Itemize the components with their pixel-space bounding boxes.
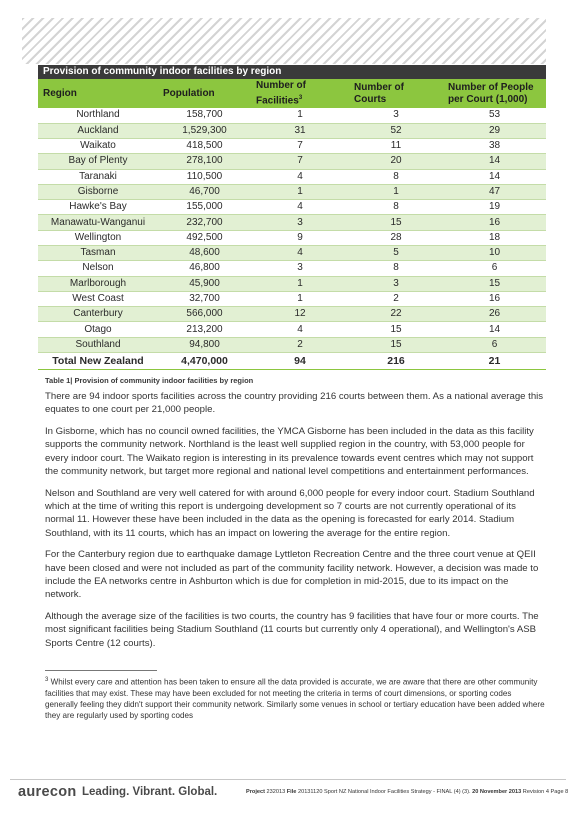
- cell-people-per-court: 15: [443, 276, 546, 291]
- paragraph: Although the average size of the facilities is two courts, the country has 9 facilities that have four or more courts. The most significant facilities being Stadium Southland (11 courts but currently only 4 operational), and Wellington's ASB Sports Centre (12 courts).: [45, 611, 539, 649]
- decorative-hatch-band: [22, 18, 546, 64]
- table-row: [38, 322, 546, 337]
- cell-people-per-court: 14: [443, 322, 546, 337]
- cell-region: Hawke's Bay: [38, 200, 158, 215]
- cell-population: 418,500: [158, 138, 251, 153]
- cell-people-per-court: 14: [443, 154, 546, 169]
- table-body: [38, 108, 546, 369]
- file-value: 20131120 Sport NZ National Indoor Facilities Strategy - FINAL (4) (3).: [297, 789, 471, 795]
- cell-facilities: 4: [251, 246, 349, 261]
- header-region: Region: [38, 79, 158, 108]
- cell-people-per-court: 18: [443, 230, 546, 245]
- cell-facilities: 1: [251, 291, 349, 306]
- cell-region: Marlborough: [38, 276, 158, 291]
- cell-courts: 1: [349, 184, 443, 199]
- cell-facilities: 7: [251, 138, 349, 153]
- file-label: File: [286, 789, 297, 795]
- cell-population: 1,529,300: [158, 123, 251, 138]
- cell-courts: 8: [349, 200, 443, 215]
- cell-people-per-court: 26: [443, 307, 546, 322]
- cell-people-per-court: 29: [443, 123, 546, 138]
- table-row: [38, 246, 546, 261]
- cell-region: Southland: [38, 337, 158, 352]
- cell-facilities: 1: [251, 108, 349, 123]
- table-row: [38, 138, 546, 153]
- cell-region: West Coast: [38, 291, 158, 306]
- cell-people-per-court: 10: [443, 246, 546, 261]
- cell-population: 46,700: [158, 184, 251, 199]
- cell-courts: 3: [349, 276, 443, 291]
- cell-people-per-court: 16: [443, 291, 546, 306]
- cell-population: 110,500: [158, 169, 251, 184]
- paragraph: In Gisborne, which has no council owned facilities, the YMCA Gisborne has been included in the data as this facility supports the community network. Northland is the least well supplied region in the country, with 53,000 people for every indoor court. The Waikato region is interesting in its prevalence towards event centres which may not support the community network, but target more regional and national level competitions and entertainment performances.: [45, 426, 534, 477]
- table-row: [38, 230, 546, 245]
- cell-facilities: 1: [251, 276, 349, 291]
- cell-total-courts: 216: [349, 353, 443, 370]
- table-row: [38, 123, 546, 138]
- body-text: [45, 390, 545, 659]
- cell-courts: 15: [349, 337, 443, 352]
- cell-population: 158,700: [158, 108, 251, 123]
- cell-people-per-court: 6: [443, 337, 546, 352]
- cell-population: 492,500: [158, 230, 251, 245]
- cell-population: 213,200: [158, 322, 251, 337]
- cell-region: Waikato: [38, 138, 158, 153]
- table-row: [38, 108, 546, 123]
- cell-region: Northland: [38, 108, 158, 123]
- table-caption: Table 1| Provision of community indoor facilities by region: [45, 376, 254, 385]
- paragraph: For the Canterbury region due to earthquake damage Lyttleton Recreation Centre and the three court venue at QEII have been closed and were not included as part of the community facility network. However, a decision was made to include the EA networks centre in Ashburton which is due for completion in mid-2015, due to its impact on the network.: [45, 549, 539, 601]
- facilities-table: [38, 79, 546, 370]
- paragraph: Nelson and Southland are very well catered for with around 6,000 people for every indoor court. Stadium Southland which at the time of writing this report is undergoing development so 7 courts are not currently operational of its normal 11. However these have been included in the data as the opening is forecasted for early 2014. Stadium Southland, with its 11 courts, which has an impact on lowering the average for the entire region.: [45, 487, 535, 539]
- cell-population: 566,000: [158, 307, 251, 322]
- cell-people-per-court: 38: [443, 138, 546, 153]
- cell-total-people-per-court: 21: [443, 353, 546, 370]
- footnote-marker: 3: [45, 677, 49, 683]
- footer-metadata: [246, 789, 568, 795]
- cell-region: Otago: [38, 322, 158, 337]
- cell-courts: 3: [349, 108, 443, 123]
- table-row: [38, 154, 546, 169]
- cell-people-per-court: 16: [443, 215, 546, 230]
- cell-facilities: 2: [251, 337, 349, 352]
- page-number: 8: [565, 789, 569, 795]
- cell-region: Gisborne: [38, 184, 158, 199]
- cell-courts: 8: [349, 169, 443, 184]
- cell-courts: 11: [349, 138, 443, 153]
- table-row: [38, 261, 546, 276]
- cell-people-per-court: 6: [443, 261, 546, 276]
- header-facilities: [251, 79, 349, 108]
- aurecon-logo: aurecon: [18, 784, 77, 800]
- project-value: 232013: [266, 789, 286, 795]
- cell-people-per-court: 14: [443, 169, 546, 184]
- cell-total-region: Total New Zealand: [38, 353, 158, 370]
- cell-total-facilities: 94: [251, 353, 349, 370]
- table-total-row: [38, 353, 546, 370]
- footnote-text: Whilst every care and attention has been taken to ensure all the data provided is accurate, we are aware that there are other community facilities that may exist. These may have been excluded for not meeting the criteria in terms of court dimensions, or sporting codes generally feeling they didn't support their community network. Similarly some venues in school or tertiary education have been added where they are regularly used by sporting codes: [45, 677, 545, 720]
- table-row: [38, 276, 546, 291]
- table-row: [38, 169, 546, 184]
- footnote-divider: [45, 670, 157, 671]
- cell-region: Taranaki: [38, 169, 158, 184]
- cell-region: Auckland: [38, 123, 158, 138]
- cell-courts: 20: [349, 154, 443, 169]
- cell-facilities: 31: [251, 123, 349, 138]
- cell-facilities: 4: [251, 200, 349, 215]
- cell-region: Tasman: [38, 246, 158, 261]
- cell-population: 46,800: [158, 261, 251, 276]
- page-label: Page: [550, 789, 564, 795]
- cell-courts: 28: [349, 230, 443, 245]
- cell-region: Wellington: [38, 230, 158, 245]
- cell-population: 94,800: [158, 337, 251, 352]
- cell-courts: 2: [349, 291, 443, 306]
- cell-courts: 8: [349, 261, 443, 276]
- table-row: [38, 215, 546, 230]
- cell-total-population: 4,470,000: [158, 353, 251, 370]
- cell-courts: 15: [349, 322, 443, 337]
- table-row: [38, 307, 546, 322]
- cell-people-per-court: 53: [443, 108, 546, 123]
- report-date: 20 November 2013: [472, 789, 522, 795]
- cell-facilities: 4: [251, 169, 349, 184]
- cell-courts: 22: [349, 307, 443, 322]
- table-row: [38, 337, 546, 352]
- cell-facilities: 9: [251, 230, 349, 245]
- table-header-row: [38, 79, 546, 108]
- footnote: [45, 675, 545, 721]
- cell-population: 32,700: [158, 291, 251, 306]
- cell-facilities: 4: [251, 322, 349, 337]
- cell-region: Bay of Plenty: [38, 154, 158, 169]
- cell-population: 45,900: [158, 276, 251, 291]
- cell-people-per-court: 19: [443, 200, 546, 215]
- header-facilities-label: Number of Facilities: [256, 80, 306, 107]
- footer-tagline: Leading. Vibrant. Global.: [82, 786, 218, 798]
- cell-courts: 15: [349, 215, 443, 230]
- cell-facilities: 3: [251, 215, 349, 230]
- table-row: [38, 291, 546, 306]
- cell-population: 48,600: [158, 246, 251, 261]
- cell-courts: 52: [349, 123, 443, 138]
- revision-value: 4: [545, 789, 549, 795]
- cell-facilities: 1: [251, 184, 349, 199]
- footnote-ref: 3: [298, 95, 303, 101]
- cell-population: 155,000: [158, 200, 251, 215]
- cell-population: 278,100: [158, 154, 251, 169]
- footer-divider: [10, 779, 566, 780]
- cell-population: 232,700: [158, 215, 251, 230]
- revision-label: Revision: [522, 789, 545, 795]
- cell-facilities: 12: [251, 307, 349, 322]
- cell-region: Nelson: [38, 261, 158, 276]
- header-courts: Number of Courts: [349, 79, 443, 108]
- facilities-table-wrapper: [38, 65, 546, 370]
- cell-region: Canterbury: [38, 307, 158, 322]
- cell-facilities: 7: [251, 154, 349, 169]
- cell-courts: 5: [349, 246, 443, 261]
- cell-facilities: 3: [251, 261, 349, 276]
- cell-people-per-court: 47: [443, 184, 546, 199]
- header-population: Population: [158, 79, 251, 108]
- table-row: [38, 200, 546, 215]
- project-label: Project: [246, 789, 265, 795]
- paragraph: There are 94 indoor sports facilities across the country providing 216 courts between them. As a national average this equates to one court per 21,000 people.: [45, 391, 544, 416]
- table-row: [38, 184, 546, 199]
- header-people-per-court: Number of People per Court (1,000): [443, 79, 546, 108]
- cell-region: Manawatu-Wanganui: [38, 215, 158, 230]
- table-title: Provision of community indoor facilities by region: [38, 65, 546, 79]
